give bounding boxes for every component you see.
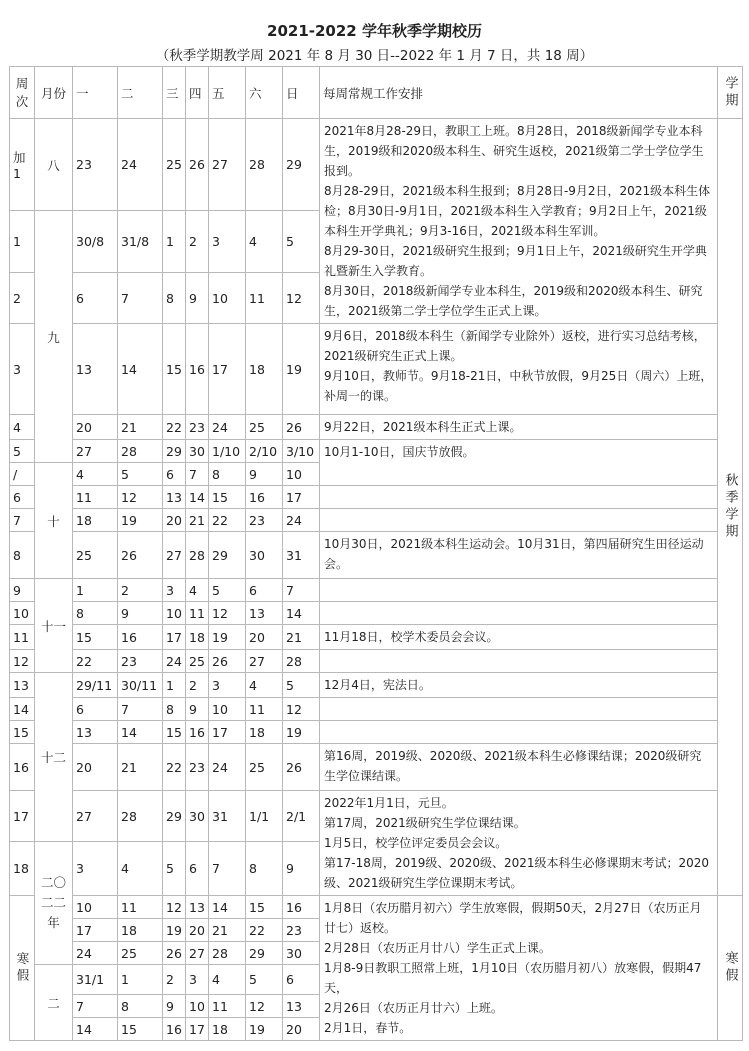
day-cell: 13 xyxy=(163,486,186,509)
day-cell: 30 xyxy=(186,440,209,463)
day-cell: 8 xyxy=(209,463,246,486)
day-cell: 13 xyxy=(186,896,209,919)
day-cell: 22 xyxy=(163,744,186,791)
month-cell: 二〇二二年 xyxy=(35,842,73,965)
day-cell: 7 xyxy=(118,698,163,721)
week-number: 8 xyxy=(10,532,35,579)
day-cell: 11 xyxy=(209,995,246,1018)
day-cell: 26 xyxy=(283,415,320,440)
day-cell: 22 xyxy=(73,650,118,673)
day-cell: 19 xyxy=(283,324,320,415)
day-cell: 19 xyxy=(209,625,246,650)
weekly-note: 2月1日，春节。 xyxy=(324,1021,412,1035)
weekly-note: 1月8-9日教职工照常上班，1月10日（农历腊月初八）放寒假，假期47天， xyxy=(324,961,702,995)
week-number: 10 xyxy=(10,602,35,625)
day-cell: 16 xyxy=(186,721,209,744)
day-cell: 4 xyxy=(118,842,163,896)
week-number: 18 xyxy=(10,842,35,896)
week-number: 7 xyxy=(10,509,35,532)
day-cell: 6 xyxy=(163,463,186,486)
day-cell: 2 xyxy=(118,579,163,602)
day-cell: 5 xyxy=(246,965,283,995)
weekly-note: 第17周，2021级研究生学位课结课。 xyxy=(324,816,526,830)
day-cell: 27 xyxy=(186,942,209,965)
day-cell: 25 xyxy=(246,744,283,791)
day-cell: 22 xyxy=(163,415,186,440)
day-cell: 29 xyxy=(163,440,186,463)
day-cell: 12 xyxy=(118,486,163,509)
weekly-notes-cell xyxy=(320,415,718,440)
week-number: 13 xyxy=(10,673,35,698)
header-tue: 二 xyxy=(118,67,163,119)
day-cell: 16 xyxy=(186,324,209,415)
week-row xyxy=(10,579,743,602)
day-cell: 16 xyxy=(283,896,320,919)
day-cell: 21 xyxy=(118,415,163,440)
weekly-notes-cell xyxy=(320,579,718,602)
day-cell: 10 xyxy=(209,273,246,324)
day-cell: 20 xyxy=(163,509,186,532)
weekly-note: 11月18日，校学术委员会会议。 xyxy=(324,630,499,644)
day-cell: 28 xyxy=(118,791,163,842)
day-cell: 31 xyxy=(283,532,320,579)
day-cell: 23 xyxy=(246,509,283,532)
day-cell: 26 xyxy=(186,119,209,211)
day-cell: 14 xyxy=(186,486,209,509)
day-cell: 20 xyxy=(246,625,283,650)
weekly-note: 2月26日（农历正月廿六）上班。 xyxy=(324,1001,503,1015)
day-cell: 3/10 xyxy=(283,440,320,463)
day-cell: 29 xyxy=(246,942,283,965)
day-cell: 11 xyxy=(246,273,283,324)
month-cell: 八 xyxy=(35,119,73,211)
day-cell: 30 xyxy=(246,532,283,579)
day-cell: 6 xyxy=(246,579,283,602)
weekly-note: 1月5日，校学位评定委员会会议。 xyxy=(324,836,508,850)
day-cell: 7 xyxy=(73,995,118,1018)
day-cell: 16 xyxy=(246,486,283,509)
day-cell: 22 xyxy=(246,919,283,942)
weekly-notes-cell xyxy=(320,440,718,486)
day-cell: 12 xyxy=(209,602,246,625)
week-row xyxy=(10,119,743,211)
day-cell: 3 xyxy=(209,673,246,698)
weekly-notes-cell xyxy=(320,509,718,532)
day-cell: 19 xyxy=(283,721,320,744)
week-row xyxy=(10,486,743,509)
header-wed: 三 xyxy=(163,67,186,119)
day-cell: 26 xyxy=(163,942,186,965)
day-cell: 9 xyxy=(246,463,283,486)
day-cell: 2 xyxy=(186,673,209,698)
weekly-note: 1月8日（农历腊月初六）学生放寒假，假期50天，2月27日（农历正月廿七）返校。 xyxy=(324,901,702,935)
header-notes: 每周常规工作安排 xyxy=(320,67,718,119)
day-cell: 8 xyxy=(73,602,118,625)
day-cell: 9 xyxy=(118,602,163,625)
day-cell: 25 xyxy=(118,942,163,965)
day-cell: 14 xyxy=(283,602,320,625)
week-row xyxy=(10,415,743,440)
day-cell: 25 xyxy=(246,415,283,440)
weekly-note: 10月30日，2021级本科生运动会。10月31日，第四届研究生田径运动会。 xyxy=(324,537,704,571)
day-cell: 27 xyxy=(163,532,186,579)
day-cell: 6 xyxy=(73,698,118,721)
week-number: 17 xyxy=(10,791,35,842)
day-cell: 23 xyxy=(283,919,320,942)
weekly-note: 9月10日，教师节。9月18-21日，中秋节放假，9月25日（周六）上班，补周一的课。 xyxy=(324,369,713,403)
day-cell: 26 xyxy=(209,650,246,673)
weekly-note: 12月4日，宪法日。 xyxy=(324,678,431,692)
weekly-notes-cell xyxy=(320,602,718,625)
weekly-notes-cell xyxy=(320,698,718,721)
weekly-notes-cell xyxy=(320,119,718,324)
header-month: 月份 xyxy=(35,67,73,119)
day-cell: 30/11 xyxy=(118,673,163,698)
day-cell: 9 xyxy=(283,842,320,896)
day-cell: 3 xyxy=(73,842,118,896)
day-cell: 31 xyxy=(209,791,246,842)
week-number: 1 xyxy=(10,211,35,273)
day-cell: 1 xyxy=(73,579,118,602)
day-cell: 12 xyxy=(283,698,320,721)
day-cell: 3 xyxy=(209,211,246,273)
week-row xyxy=(10,650,743,673)
day-cell: 21 xyxy=(283,625,320,650)
header-sun: 日 xyxy=(283,67,320,119)
day-cell: 5 xyxy=(209,579,246,602)
day-cell: 4 xyxy=(246,211,283,273)
day-cell: 19 xyxy=(246,1018,283,1041)
day-cell: 10 xyxy=(73,896,118,919)
day-cell: 7 xyxy=(209,842,246,896)
week-number: 加1 xyxy=(10,119,35,211)
month-cell: 十 xyxy=(35,463,73,579)
day-cell: 2/1 xyxy=(283,791,320,842)
day-cell: 6 xyxy=(186,842,209,896)
header-term: 学期 xyxy=(718,67,743,119)
day-cell: 5 xyxy=(163,842,186,896)
week-number: 5 xyxy=(10,440,35,463)
weekly-notes-cell xyxy=(320,791,718,896)
week-row xyxy=(10,673,743,698)
day-cell: 17 xyxy=(163,625,186,650)
day-cell: 8 xyxy=(163,698,186,721)
day-cell: 4 xyxy=(246,673,283,698)
day-cell: 27 xyxy=(73,791,118,842)
month-cell: 九 xyxy=(35,211,73,463)
day-cell: 11 xyxy=(118,896,163,919)
week-row xyxy=(10,698,743,721)
day-cell: 10 xyxy=(283,463,320,486)
weekly-notes-cell xyxy=(320,486,718,509)
day-cell: 18 xyxy=(246,324,283,415)
day-cell: 30/8 xyxy=(73,211,118,273)
day-cell: 11 xyxy=(246,698,283,721)
day-cell: 3 xyxy=(163,579,186,602)
day-cell: 25 xyxy=(73,532,118,579)
week-row xyxy=(10,721,743,744)
week-number: 16 xyxy=(10,744,35,791)
week-number: 3 xyxy=(10,324,35,415)
day-cell: 20 xyxy=(73,744,118,791)
term-winter: 寒假 xyxy=(718,896,743,1041)
day-cell: 14 xyxy=(209,896,246,919)
day-cell: 19 xyxy=(163,919,186,942)
day-cell: 11 xyxy=(73,486,118,509)
week-number: 9 xyxy=(10,579,35,602)
day-cell: 28 xyxy=(283,650,320,673)
day-cell: 15 xyxy=(209,486,246,509)
weekly-note: 第16周，2019级、2020级、2021级本科生必修课结课；2020级研究生学位课结课。 xyxy=(324,749,702,783)
header-mon: 一 xyxy=(73,67,118,119)
day-cell: 2 xyxy=(163,965,186,995)
weekly-notes-cell xyxy=(320,896,718,1041)
weekly-note: 8月30日，2018级新闻学专业本科生，2019级和2020级本科生、研究生，2021级第二学士学位学生正式上课。 xyxy=(324,284,703,318)
day-cell: 16 xyxy=(118,625,163,650)
day-cell: 18 xyxy=(246,721,283,744)
week-row xyxy=(10,744,743,791)
day-cell: 31/1 xyxy=(73,965,118,995)
week-number: 15 xyxy=(10,721,35,744)
weekly-note: 8月29-30日，2021级研究生报到；9月1日上午，2021级研究生开学典礼暨新生入学教育。 xyxy=(324,244,707,278)
weekly-notes-cell xyxy=(320,673,718,698)
day-cell: 10 xyxy=(163,602,186,625)
day-cell: 4 xyxy=(209,965,246,995)
term-autumn: 秋季学期 xyxy=(718,119,743,896)
day-cell: 24 xyxy=(283,509,320,532)
weekly-notes-cell xyxy=(320,625,718,650)
header-sat: 六 xyxy=(246,67,283,119)
day-cell: 17 xyxy=(73,919,118,942)
day-cell: 20 xyxy=(73,415,118,440)
day-cell: 27 xyxy=(246,650,283,673)
day-cell: 27 xyxy=(209,119,246,211)
week-row xyxy=(10,324,743,415)
day-cell: 6 xyxy=(73,273,118,324)
day-cell: 27 xyxy=(73,440,118,463)
week-row xyxy=(10,791,743,842)
day-cell: 23 xyxy=(186,415,209,440)
day-cell: 18 xyxy=(73,509,118,532)
week-number: 12 xyxy=(10,650,35,673)
day-cell: 8 xyxy=(246,842,283,896)
day-cell: 20 xyxy=(186,919,209,942)
day-cell: 1/1 xyxy=(246,791,283,842)
day-cell: 2 xyxy=(186,211,209,273)
day-cell: 15 xyxy=(163,721,186,744)
day-cell: 17 xyxy=(209,721,246,744)
day-cell: 5 xyxy=(283,673,320,698)
weekly-note: 10月1-10日，国庆节放假。 xyxy=(324,445,475,459)
day-cell: 29/11 xyxy=(73,673,118,698)
day-cell: 26 xyxy=(118,532,163,579)
calendar-subtitle: （秋季学期教学周 2021 年 8 月 30 日--2022 年 1 月 7 日，共 18 周） xyxy=(155,48,594,64)
weekly-note: 9月6日，2018级本科生（新闻学专业除外）返校，进行实习总结考核，2021级研究生正式上课。 xyxy=(324,329,706,363)
week-row xyxy=(10,602,743,625)
week-number: 6 xyxy=(10,486,35,509)
day-cell: 3 xyxy=(186,965,209,995)
day-cell: 15 xyxy=(118,1018,163,1041)
day-cell: 28 xyxy=(186,532,209,579)
week-number: / xyxy=(10,463,35,486)
day-cell: 28 xyxy=(118,440,163,463)
day-cell: 29 xyxy=(283,119,320,211)
day-cell: 4 xyxy=(73,463,118,486)
day-cell: 18 xyxy=(209,1018,246,1041)
weekly-notes-cell xyxy=(320,744,718,791)
day-cell: 21 xyxy=(118,744,163,791)
header-fri: 五 xyxy=(209,67,246,119)
day-cell: 15 xyxy=(246,896,283,919)
weekly-note: 2021年8月28-29日，教职工上班。8月28日，2018级新闻学专业本科生，2019级和2020级本科生、研究生返校，2021级第二学士学位学生报到。 xyxy=(324,124,704,178)
day-cell: 1/10 xyxy=(209,440,246,463)
day-cell: 30 xyxy=(186,791,209,842)
day-cell: 20 xyxy=(283,1018,320,1041)
day-cell: 21 xyxy=(209,919,246,942)
day-cell: 18 xyxy=(118,919,163,942)
week-row xyxy=(10,896,743,919)
day-cell: 29 xyxy=(163,791,186,842)
weekly-notes-cell xyxy=(320,324,718,415)
day-cell: 24 xyxy=(209,415,246,440)
day-cell: 7 xyxy=(118,273,163,324)
weekly-note: 2月28日（农历正月廿八）学生正式上课。 xyxy=(324,941,551,955)
day-cell: 13 xyxy=(246,602,283,625)
day-cell: 7 xyxy=(186,463,209,486)
day-cell: 28 xyxy=(209,942,246,965)
day-cell: 5 xyxy=(118,463,163,486)
day-cell: 5 xyxy=(283,211,320,273)
day-cell: 23 xyxy=(118,650,163,673)
weekly-note: 2022年1月1日，元旦。 xyxy=(324,796,454,810)
weekly-note: 8月28-29日，2021级本科生报到；8月28日-9月2日，2021级本科生体检；8月30日-9月1日，2021级本科生入学教育；9月2日上午，2021级本科生开学典礼；9月3-16日，2021级本科生军训。 xyxy=(324,184,711,238)
day-cell: 1 xyxy=(163,673,186,698)
day-cell: 14 xyxy=(73,1018,118,1041)
week-cell-winter: 寒假 xyxy=(10,896,35,1041)
day-cell: 1 xyxy=(118,965,163,995)
day-cell: 23 xyxy=(186,744,209,791)
day-cell: 19 xyxy=(118,509,163,532)
day-cell: 16 xyxy=(163,1018,186,1041)
day-cell: 1 xyxy=(163,211,186,273)
school-calendar-table xyxy=(9,66,743,1041)
day-cell: 2/10 xyxy=(246,440,283,463)
header-week: 周次 xyxy=(10,67,35,119)
header-row xyxy=(10,67,743,119)
day-cell: 15 xyxy=(163,324,186,415)
day-cell: 7 xyxy=(283,579,320,602)
day-cell: 30 xyxy=(283,942,320,965)
day-cell: 17 xyxy=(283,486,320,509)
day-cell: 9 xyxy=(186,698,209,721)
day-cell: 9 xyxy=(163,995,186,1018)
week-number: 4 xyxy=(10,415,35,440)
day-cell: 4 xyxy=(186,579,209,602)
day-cell: 13 xyxy=(73,721,118,744)
day-cell: 24 xyxy=(118,119,163,211)
month-cell: 二 xyxy=(35,965,73,1041)
weekly-note: 第17-18周，2019级、2020级、2021级本科生必修课期末考试；2020级、2021级研究生学位课期末考试。 xyxy=(324,856,710,890)
day-cell: 11 xyxy=(186,602,209,625)
weekly-notes-cell xyxy=(320,532,718,579)
day-cell: 26 xyxy=(283,744,320,791)
day-cell: 9 xyxy=(186,273,209,324)
calendar-title: 2021-2022 学年秋季学期校历 xyxy=(267,22,482,40)
day-cell: 29 xyxy=(209,532,246,579)
day-cell: 22 xyxy=(209,509,246,532)
day-cell: 25 xyxy=(186,650,209,673)
weekly-notes-cell xyxy=(320,650,718,673)
day-cell: 10 xyxy=(186,995,209,1018)
day-cell: 12 xyxy=(283,273,320,324)
day-cell: 14 xyxy=(118,324,163,415)
month-cell: 十二 xyxy=(35,673,73,842)
day-cell: 18 xyxy=(186,625,209,650)
weekly-notes-cell xyxy=(320,721,718,744)
day-cell: 13 xyxy=(283,995,320,1018)
day-cell: 28 xyxy=(246,119,283,211)
day-cell: 15 xyxy=(73,625,118,650)
day-cell: 12 xyxy=(163,896,186,919)
day-cell: 13 xyxy=(73,324,118,415)
day-cell: 25 xyxy=(163,119,186,211)
day-cell: 8 xyxy=(163,273,186,324)
week-row xyxy=(10,625,743,650)
month-cell: 十一 xyxy=(35,579,73,673)
day-cell: 31/8 xyxy=(118,211,163,273)
week-number: 2 xyxy=(10,273,35,324)
day-cell: 17 xyxy=(186,1018,209,1041)
day-cell: 17 xyxy=(209,324,246,415)
day-cell: 8 xyxy=(118,995,163,1018)
week-number: 14 xyxy=(10,698,35,721)
day-cell: 24 xyxy=(209,744,246,791)
week-row xyxy=(10,532,743,579)
week-number: 11 xyxy=(10,625,35,650)
weekly-note: 9月22日，2021级本科生正式上课。 xyxy=(324,420,522,434)
week-row xyxy=(10,440,743,463)
day-cell: 12 xyxy=(246,995,283,1018)
day-cell: 14 xyxy=(118,721,163,744)
day-cell: 24 xyxy=(163,650,186,673)
week-row xyxy=(10,509,743,532)
day-cell: 23 xyxy=(73,119,118,211)
day-cell: 21 xyxy=(186,509,209,532)
header-thu: 四 xyxy=(186,67,209,119)
day-cell: 10 xyxy=(209,698,246,721)
day-cell: 24 xyxy=(73,942,118,965)
day-cell: 6 xyxy=(283,965,320,995)
